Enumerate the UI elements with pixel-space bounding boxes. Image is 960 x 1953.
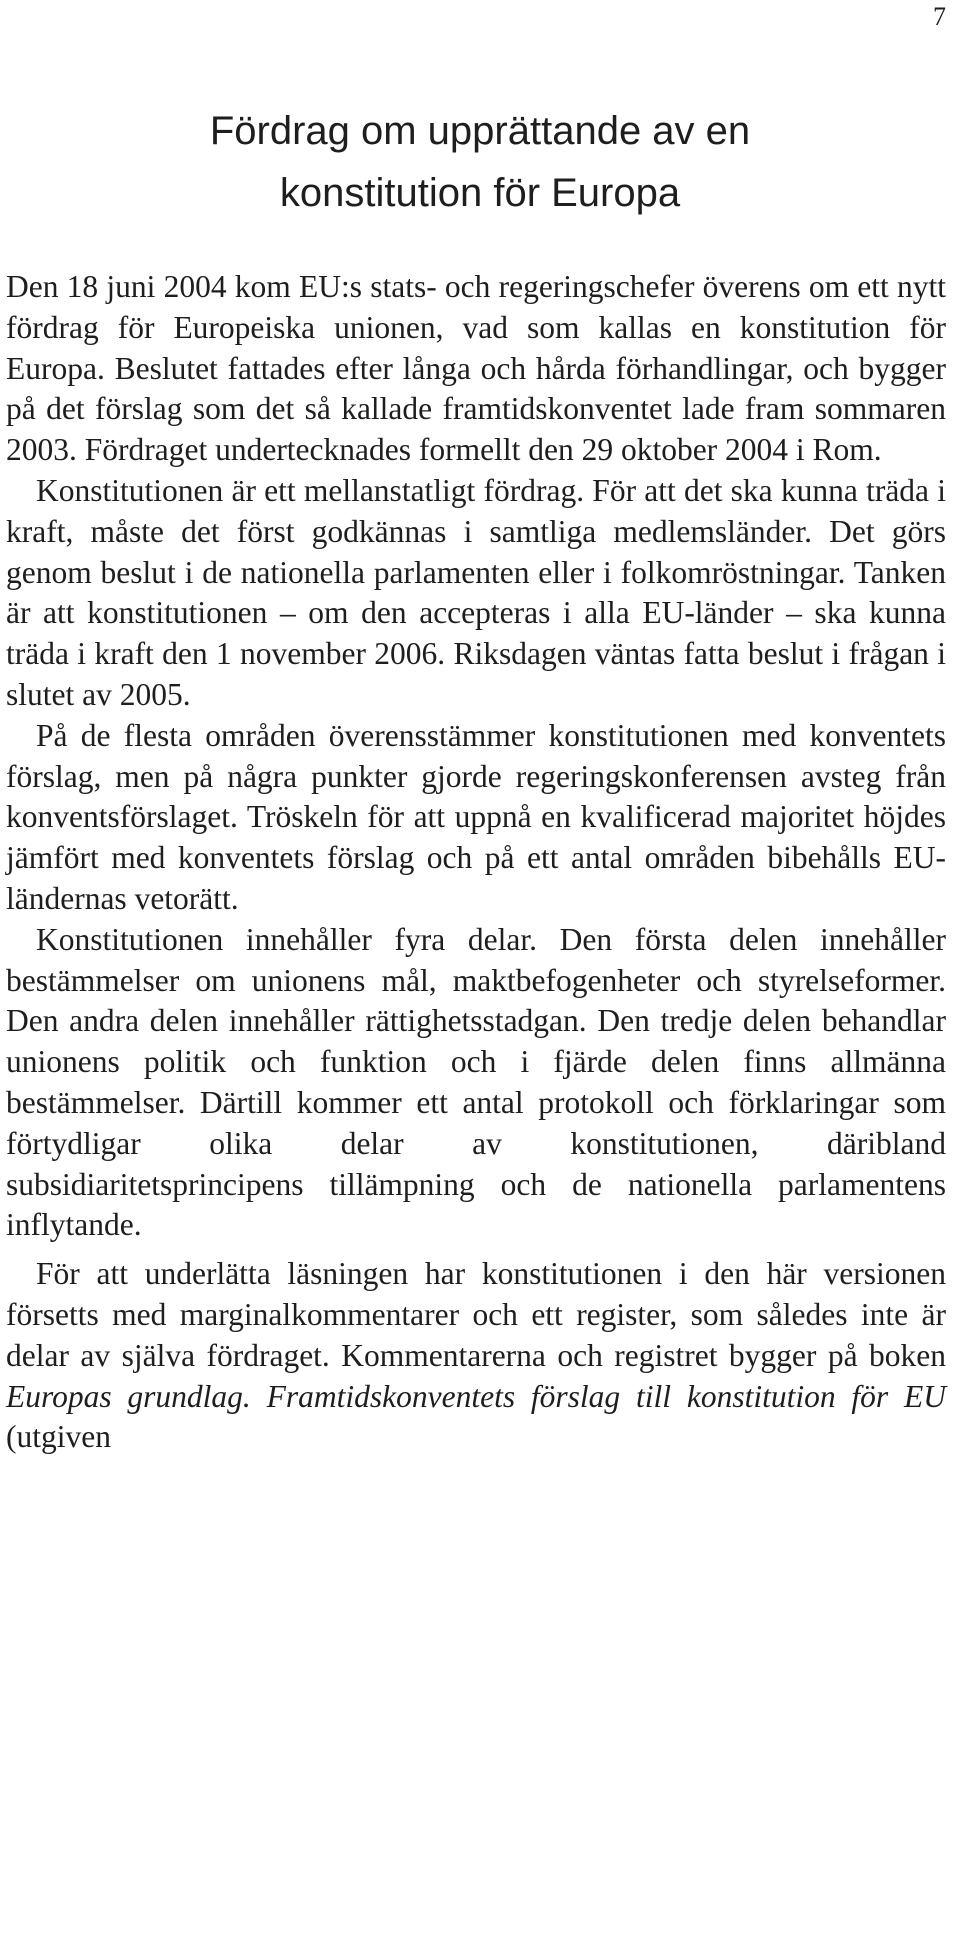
paragraph-intro: Den 18 juni 2004 kom EU:s stats- och regeringschefer överens om ett nytt fördrag för Europeiska unionen, vad som kallas en konstitution för Europa. Beslutet fattades efter långa och hårda förhandlingar, och bygger på det förslag som det så kallade framtidskonventet lade fram sommaren 2003. Fördraget undertecknades formellt den 29 oktober 2004 i Rom. [6,269,946,468]
chapter-title [0,100,960,224]
paragraph-reading-aids [6,1254,946,1458]
chapter-title-line-1: Fördrag om upprättande av en [209,109,751,153]
chapter-title-line-2: konstitution för Europa [279,171,681,215]
paragraph-ratification: Konstitutionen är ett mellanstatligt fördrag. För att det ska kunna träda i kraft, måste det först godkännas i samtliga medlemsländer. Det görs genom beslut i de nationella parlamenten eller i folkomröstningar. Tanken är att konstitutionen – om den accepteras i alla EU-länder – ska kunna träda i kraft den 1 november 2006. Riksdagen väntas fatta beslut i frågan i slutet av 2005. [6,472,946,712]
page-number: 7 [933,2,946,31]
paragraph-reading-aids-text: För att underlätta läsningen har konstitutionen i den här versionen försetts med marginalkommentarer och ett register, som således inte är delar av själva fördraget. Kommentarerna och registret bygger på boken [6,1256,946,1373]
word-space [251,1379,267,1414]
paragraph-structure: Konstitutionen innehåller fyra delar. Den första delen innehåller bestämmelser om unionens mål, maktbefogenheter och styrelseformer. Den andra delen innehåller rättighetsstadgan. Den tredje delen behandlar unionens politik och funktion och i fjärde delen finns allmänna bestämmelser. Därtill kommer ett antal protokoll och förklaringar som förtydligar olika delar av konstitutionen, däribland subsidiaritetsprincipens tillämpning och de nationella parlamentens inflytande. [6,921,946,1243]
body-text [6,267,946,1458]
book-title: Europas grundlag. [6,1378,251,1414]
book-subtitle: Framtidskonventets förslag till konstitution för EU [266,1378,946,1414]
paragraph-reading-aids-tail: (utgiven [6,1419,111,1455]
paragraph-differences: På de flesta områden överensstämmer konstitutionen med konventets förslag, men på några punkter gjorde regeringskonferensen avsteg från konventsförslaget. Tröskeln för att uppnå en kvalificerad majoritet höjdes jämfört med konventets förslag och på ett antal områden bibehålls EU-ländernas vetorätt. [6,717,946,916]
